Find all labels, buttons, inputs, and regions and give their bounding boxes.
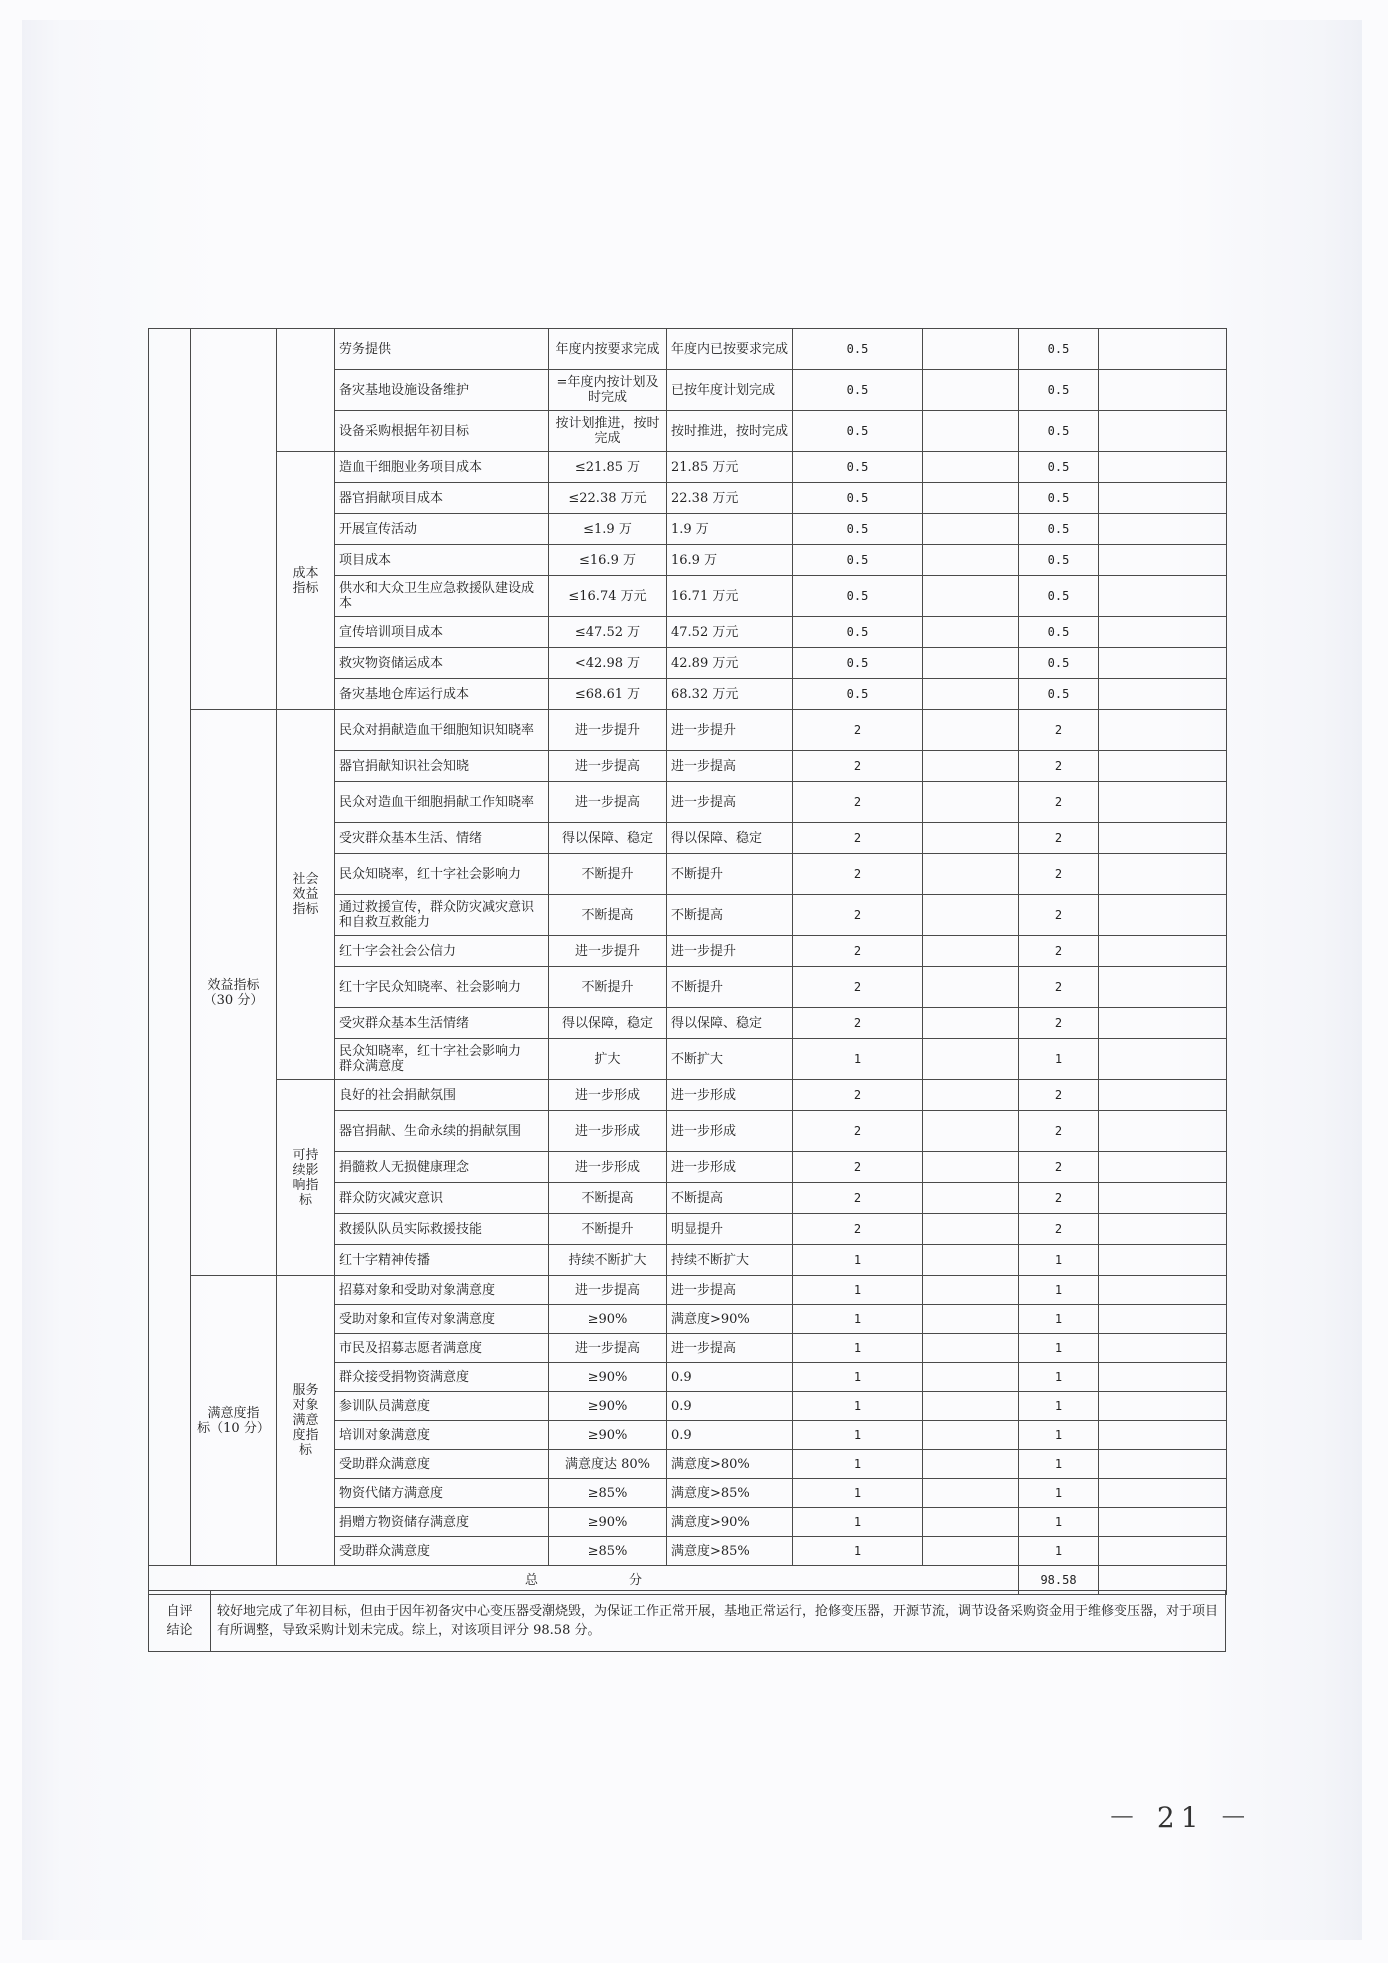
actual-value: 不断提升 [667, 967, 793, 1008]
blank-cell [923, 854, 1019, 895]
blank-cell [1099, 329, 1227, 370]
score-value: 2 [1019, 710, 1099, 751]
conclusion-label: 自评 结论 [149, 1591, 211, 1652]
indicator-name: 培训对象满意度 [335, 1421, 549, 1450]
actual-value: 进一步提高 [667, 751, 793, 782]
score-value: 2 [1019, 823, 1099, 854]
weight-value: 1 [793, 1305, 923, 1334]
blank-cell [923, 1334, 1019, 1363]
blank-cell [923, 514, 1019, 545]
target-value: 进一步提升 [549, 710, 667, 751]
actual-value: 年度内已按要求完成 [667, 329, 793, 370]
actual-value: 满意度>90% [667, 1508, 793, 1537]
weight-value: 2 [793, 1214, 923, 1245]
score-value: 0.5 [1019, 576, 1099, 617]
target-value: 进一步提高 [549, 1276, 667, 1305]
target-value: ≤16.74 万元 [549, 576, 667, 617]
indicator-name: 群众防灾减灾意识 [335, 1183, 549, 1214]
blank-cell [923, 411, 1019, 452]
score-value: 0.5 [1019, 648, 1099, 679]
indicator-name: 救灾物资储运成本 [335, 648, 549, 679]
blank-cell [1099, 967, 1227, 1008]
blank-cell [1099, 1276, 1227, 1305]
blank-cell [1099, 751, 1227, 782]
indicator-name: 器官捐献、生命永续的捐献氛围 [335, 1111, 549, 1152]
weight-value: 2 [793, 936, 923, 967]
target-value: 进一步提高 [549, 782, 667, 823]
conclusion-table [148, 1590, 1226, 1652]
weight-value: 1 [793, 1363, 923, 1392]
actual-value: 不断提升 [667, 854, 793, 895]
blank-cell [1099, 648, 1227, 679]
target-value: ≤21.85 万 [549, 452, 667, 483]
blank-cell [923, 1537, 1019, 1566]
weight-value: 1 [793, 1450, 923, 1479]
conclusion-text: 较好地完成了年初目标，但由于因年初备灾中心变压器受潮烧毁，为保证工作正常开展，基地正常运行，抢修变压器，开源节流，调节设备采购资金用于维修变压器，对于项目有所调整，导致采购计划未完成。综上，对该项目评分 98.58 分。 [211, 1591, 1226, 1652]
indicator-name: 受助群众满意度 [335, 1537, 549, 1566]
score-value: 1 [1019, 1479, 1099, 1508]
score-value: 1 [1019, 1334, 1099, 1363]
score-value: 1 [1019, 1363, 1099, 1392]
target-value: ≥90% [549, 1305, 667, 1334]
blank-cell [1099, 1508, 1227, 1537]
weight-value: 2 [793, 895, 923, 936]
target-value: ≥90% [549, 1508, 667, 1537]
blank-cell [1099, 1421, 1227, 1450]
blank-cell [1099, 1305, 1227, 1334]
blank-cell [1099, 576, 1227, 617]
blank-cell [923, 895, 1019, 936]
weight-value: 0.5 [793, 576, 923, 617]
blank-cell [923, 1111, 1019, 1152]
indicator-name: 器官捐献项目成本 [335, 483, 549, 514]
indicator-name: 捐赠方物资储存满意度 [335, 1508, 549, 1537]
actual-value: 得以保障、稳定 [667, 823, 793, 854]
blank-cell [1099, 1111, 1227, 1152]
blank-cell [923, 751, 1019, 782]
weight-value: 0.5 [793, 545, 923, 576]
target-value: ≥90% [549, 1392, 667, 1421]
target-value: =年度内按计划及时完成 [549, 370, 667, 411]
score-value: 0.5 [1019, 617, 1099, 648]
actual-value: 16.71 万元 [667, 576, 793, 617]
actual-value: 已按年度计划完成 [667, 370, 793, 411]
indicator-name: 市民及招募志愿者满意度 [335, 1334, 549, 1363]
indicator-name: 民众知晓率，红十字社会影响力 [335, 854, 549, 895]
target-value: 按计划推进，按时完成 [549, 411, 667, 452]
weight-value: 1 [793, 1276, 923, 1305]
score-value: 2 [1019, 895, 1099, 936]
weight-value: 0.5 [793, 617, 923, 648]
indicator-name: 民众对捐献造血干细胞知识知晓率 [335, 710, 549, 751]
actual-value: 47.52 万元 [667, 617, 793, 648]
weight-value: 0.5 [793, 329, 923, 370]
actual-value: 满意度>85% [667, 1537, 793, 1566]
weight-value: 1 [793, 1245, 923, 1276]
target-value: 进一步提高 [549, 751, 667, 782]
blank-cell [1099, 514, 1227, 545]
blank-cell [923, 1450, 1019, 1479]
blank-cell [923, 1363, 1019, 1392]
blank-cell [1099, 370, 1227, 411]
weight-value: 2 [793, 967, 923, 1008]
indicator-name: 物资代储方满意度 [335, 1479, 549, 1508]
score-value: 0.5 [1019, 679, 1099, 710]
total-label: 总 分 [149, 1566, 1019, 1595]
blank-cell [923, 452, 1019, 483]
actual-value: 进一步提升 [667, 936, 793, 967]
blank-cell [923, 823, 1019, 854]
indicator-name: 宣传培训项目成本 [335, 617, 549, 648]
indicator-name: 群众接受捐物资满意度 [335, 1363, 549, 1392]
score-value: 2 [1019, 936, 1099, 967]
weight-value: 2 [793, 751, 923, 782]
indicator-name: 通过救援宣传，群众防灾减灾意识和自救互救能力 [335, 895, 549, 936]
weight-value: 0.5 [793, 514, 923, 545]
blank-cell [923, 329, 1019, 370]
blank-cell [1099, 411, 1227, 452]
target-value: ≤68.61 万 [549, 679, 667, 710]
weight-value: 0.5 [793, 679, 923, 710]
mid-category-label: 社会 效益 指标 [277, 710, 335, 1080]
indicator-name: 受灾群众基本生活、情绪 [335, 823, 549, 854]
blank-cell [923, 1305, 1019, 1334]
mid-category-label: 成本 指标 [277, 452, 335, 710]
table-row [149, 710, 1227, 751]
table-row [149, 329, 1227, 370]
outer-category-cell [149, 329, 191, 1566]
weight-value: 2 [793, 1152, 923, 1183]
blank-cell [1099, 1450, 1227, 1479]
actual-value: 21.85 万元 [667, 452, 793, 483]
blank-cell [923, 483, 1019, 514]
blank-cell [1099, 1479, 1227, 1508]
actual-value: 进一步形成 [667, 1152, 793, 1183]
actual-value: 按时推进，按时完成 [667, 411, 793, 452]
blank-cell [923, 710, 1019, 751]
target-value: 进一步形成 [549, 1111, 667, 1152]
mid-category-label: 可持 续影 响指 标 [277, 1080, 335, 1276]
blank-cell [923, 1479, 1019, 1508]
target-value: 得以保障、稳定 [549, 823, 667, 854]
weight-value: 2 [793, 1111, 923, 1152]
target-value: 进一步提升 [549, 936, 667, 967]
blank-cell [923, 1008, 1019, 1039]
top-category-label: 效益指标 （30 分） [191, 710, 277, 1276]
indicator-name: 良好的社会捐献氛围 [335, 1080, 549, 1111]
indicator-name: 设备采购根据年初目标 [335, 411, 549, 452]
weight-value: 0.5 [793, 483, 923, 514]
target-value: 进一步形成 [549, 1152, 667, 1183]
blank-cell [923, 1245, 1019, 1276]
blank-cell [1099, 1214, 1227, 1245]
indicator-name: 招募对象和受助对象满意度 [335, 1276, 549, 1305]
score-value: 1 [1019, 1508, 1099, 1537]
blank-cell [923, 1152, 1019, 1183]
target-value: 不断提高 [549, 895, 667, 936]
blank-cell [923, 648, 1019, 679]
weight-value: 2 [793, 854, 923, 895]
blank-cell [923, 1276, 1019, 1305]
score-value: 2 [1019, 854, 1099, 895]
weight-value: 0.5 [793, 370, 923, 411]
blank-cell [1099, 1183, 1227, 1214]
target-value: ≤16.9 万 [549, 545, 667, 576]
actual-value: 42.89 万元 [667, 648, 793, 679]
blank-cell [1099, 1245, 1227, 1276]
score-value: 2 [1019, 1008, 1099, 1039]
blank-cell [1099, 936, 1227, 967]
actual-value: 0.9 [667, 1392, 793, 1421]
blank-cell [1099, 1152, 1227, 1183]
score-value: 0.5 [1019, 370, 1099, 411]
indicator-name: 器官捐献知识社会知晓 [335, 751, 549, 782]
score-value: 2 [1019, 1080, 1099, 1111]
score-value: 2 [1019, 1152, 1099, 1183]
blank-cell [1099, 617, 1227, 648]
score-value: 1 [1019, 1305, 1099, 1334]
score-value: 1 [1019, 1039, 1099, 1080]
weight-value: 1 [793, 1537, 923, 1566]
target-value: <42.98 万 [549, 648, 667, 679]
total-score: 98.58 [1019, 1566, 1099, 1595]
indicator-name: 民众知晓率，红十字社会影响力 群众满意度 [335, 1039, 549, 1080]
blank-cell [1099, 1363, 1227, 1392]
indicator-name: 劳务提供 [335, 329, 549, 370]
indicator-name: 捐髓救人无损健康理念 [335, 1152, 549, 1183]
weight-value: 2 [793, 1080, 923, 1111]
actual-value: 68.32 万元 [667, 679, 793, 710]
indicator-name: 红十字精神传播 [335, 1245, 549, 1276]
weight-value: 1 [793, 1421, 923, 1450]
indicator-name: 救援队队员实际救援技能 [335, 1214, 549, 1245]
actual-value: 满意度>90% [667, 1305, 793, 1334]
score-value: 0.5 [1019, 514, 1099, 545]
target-value: 进一步提高 [549, 1334, 667, 1363]
actual-value: 进一步提高 [667, 782, 793, 823]
blank-cell [1099, 854, 1227, 895]
score-value: 1 [1019, 1537, 1099, 1566]
target-value: 不断提升 [549, 967, 667, 1008]
weight-value: 1 [793, 1479, 923, 1508]
blank-cell [1099, 1008, 1227, 1039]
actual-value: 进一步形成 [667, 1080, 793, 1111]
target-value: ≤47.52 万 [549, 617, 667, 648]
weight-value: 2 [793, 823, 923, 854]
actual-value: 满意度>80% [667, 1450, 793, 1479]
target-value: ≥90% [549, 1363, 667, 1392]
target-value: ≤1.9 万 [549, 514, 667, 545]
indicator-name: 供水和大众卫生应急救援队建设成本 [335, 576, 549, 617]
blank-cell [1099, 1080, 1227, 1111]
indicator-name: 受助对象和宣传对象满意度 [335, 1305, 549, 1334]
blank-cell [1099, 710, 1227, 751]
target-value: 持续不断扩大 [549, 1245, 667, 1276]
score-value: 0.5 [1019, 483, 1099, 514]
weight-value: 2 [793, 782, 923, 823]
indicator-name: 受灾群众基本生活情绪 [335, 1008, 549, 1039]
weight-value: 0.5 [793, 648, 923, 679]
actual-value: 得以保障、稳定 [667, 1008, 793, 1039]
indicator-name: 造血干细胞业务项目成本 [335, 452, 549, 483]
blank-cell [1099, 1039, 1227, 1080]
actual-value: 1.9 万 [667, 514, 793, 545]
score-value: 1 [1019, 1245, 1099, 1276]
blank-cell [923, 1080, 1019, 1111]
score-value: 2 [1019, 1214, 1099, 1245]
indicator-name: 红十字民众知晓率、社会影响力 [335, 967, 549, 1008]
weight-value: 2 [793, 1183, 923, 1214]
blank-cell [923, 1421, 1019, 1450]
actual-value: 不断提高 [667, 1183, 793, 1214]
indicator-name: 红十字会社会公信力 [335, 936, 549, 967]
target-value: ≥90% [549, 1421, 667, 1450]
table-row [149, 1080, 1227, 1111]
indicator-name: 备灾基地仓库运行成本 [335, 679, 549, 710]
blank-cell [923, 1214, 1019, 1245]
score-value: 2 [1019, 1183, 1099, 1214]
score-value: 1 [1019, 1450, 1099, 1479]
blank-cell [923, 967, 1019, 1008]
actual-value: 进一步提高 [667, 1276, 793, 1305]
target-value: 不断提高 [549, 1183, 667, 1214]
score-value: 2 [1019, 751, 1099, 782]
indicator-name: 开展宣传活动 [335, 514, 549, 545]
actual-value: 0.9 [667, 1421, 793, 1450]
blank-cell [1099, 1392, 1227, 1421]
target-value: 扩大 [549, 1039, 667, 1080]
blank-cell [923, 1508, 1019, 1537]
blank-cell [1099, 483, 1227, 514]
blank-cell [923, 679, 1019, 710]
target-value: 年度内按要求完成 [549, 329, 667, 370]
mid-category-label: 服务 对象 满意 度指 标 [277, 1276, 335, 1566]
mid-category-cell [277, 329, 335, 452]
weight-value: 1 [793, 1392, 923, 1421]
blank-cell [923, 936, 1019, 967]
actual-value: 0.9 [667, 1363, 793, 1392]
score-value: 2 [1019, 967, 1099, 1008]
blank-cell [1099, 823, 1227, 854]
weight-value: 0.5 [793, 452, 923, 483]
table-row [149, 1276, 1227, 1305]
score-value: 0.5 [1019, 452, 1099, 483]
indicator-name: 备灾基地设施设备维护 [335, 370, 549, 411]
blank-cell [923, 1392, 1019, 1421]
score-value: 2 [1019, 782, 1099, 823]
actual-value: 满意度>85% [667, 1479, 793, 1508]
actual-value: 明显提升 [667, 1214, 793, 1245]
target-value: ≥85% [549, 1479, 667, 1508]
weight-value: 1 [793, 1039, 923, 1080]
blank-cell [1099, 895, 1227, 936]
blank-cell [1099, 545, 1227, 576]
blank-cell [923, 1183, 1019, 1214]
blank-cell [1099, 782, 1227, 823]
blank-cell [923, 1039, 1019, 1080]
actual-value: 进一步提高 [667, 1334, 793, 1363]
blank-cell [923, 545, 1019, 576]
target-value: 不断提升 [549, 854, 667, 895]
score-value: 0.5 [1019, 411, 1099, 452]
blank-cell [1099, 1334, 1227, 1363]
target-value: 得以保障，稳定 [549, 1008, 667, 1039]
weight-value: 2 [793, 710, 923, 751]
target-value: 不断提升 [549, 1214, 667, 1245]
blank-cell [1099, 452, 1227, 483]
blank-cell [923, 370, 1019, 411]
actual-value: 持续不断扩大 [667, 1245, 793, 1276]
top-category-label: 满意度指 标（10 分） [191, 1276, 277, 1566]
weight-value: 1 [793, 1508, 923, 1537]
blank-cell [1099, 679, 1227, 710]
score-value: 1 [1019, 1276, 1099, 1305]
indicator-name: 参训队员满意度 [335, 1392, 549, 1421]
target-value: 满意度达 80% [549, 1450, 667, 1479]
blank-cell [1099, 1537, 1227, 1566]
score-value: 0.5 [1019, 329, 1099, 370]
blank-cell [923, 617, 1019, 648]
weight-value: 2 [793, 1008, 923, 1039]
actual-value: 22.38 万元 [667, 483, 793, 514]
score-value: 1 [1019, 1392, 1099, 1421]
table-row [149, 452, 1227, 483]
blank-cell [923, 576, 1019, 617]
top-category-cell [191, 329, 277, 710]
actual-value: 进一步形成 [667, 1111, 793, 1152]
blank-cell [923, 782, 1019, 823]
score-value: 0.5 [1019, 545, 1099, 576]
actual-value: 不断提高 [667, 895, 793, 936]
indicator-name: 民众对造血干细胞捐献工作知晓率 [335, 782, 549, 823]
target-value: 进一步形成 [549, 1080, 667, 1111]
actual-value: 不断扩大 [667, 1039, 793, 1080]
actual-value: 进一步提升 [667, 710, 793, 751]
indicator-name: 项目成本 [335, 545, 549, 576]
target-value: ≤22.38 万元 [549, 483, 667, 514]
indicator-name: 受助群众满意度 [335, 1450, 549, 1479]
weight-value: 1 [793, 1334, 923, 1363]
performance-table [148, 328, 1227, 1595]
actual-value: 16.9 万 [667, 545, 793, 576]
score-value: 1 [1019, 1421, 1099, 1450]
target-value: ≥85% [549, 1537, 667, 1566]
page-number: － 21 － [1108, 1801, 1254, 1834]
weight-value: 0.5 [793, 411, 923, 452]
score-value: 2 [1019, 1111, 1099, 1152]
